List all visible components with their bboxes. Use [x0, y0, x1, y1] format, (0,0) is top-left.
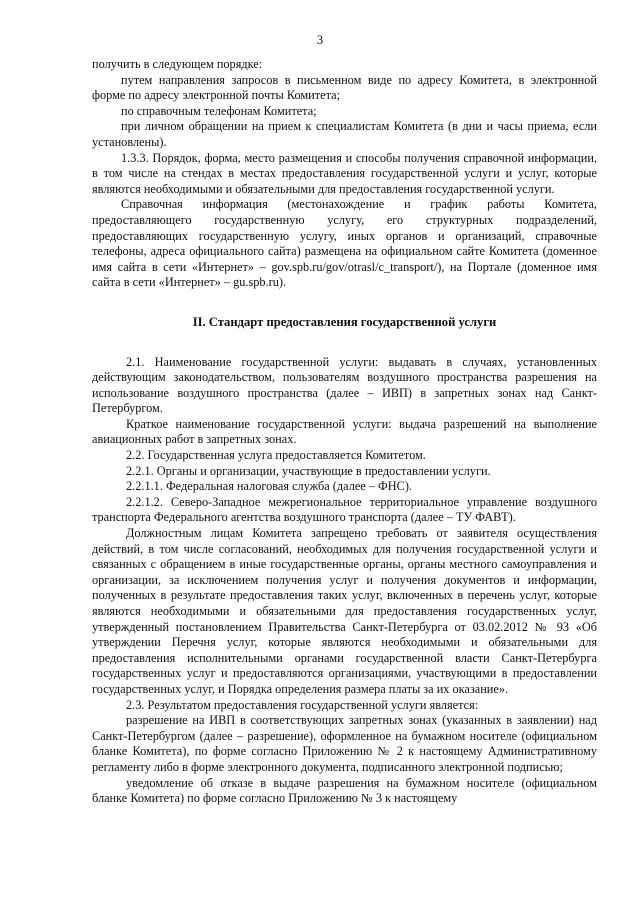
paragraph: 2.2. Государственная услуга предоставляется Комитетом.: [126, 448, 426, 463]
paragraph: 1.3.3. Порядок, форма, место размещения и способы получения справочной информации, в том числе на стендах в местах предоставления государственной услуги и услуг, которые являются необходимыми и обязательными для предоставления государственной услуги.: [92, 150, 597, 196]
document-body: [92, 57, 597, 807]
paragraph: 2.2.1. Органы и организации, участвующие в предоставлении услуги.: [126, 463, 491, 478]
paragraph: Справочная информация (местонахождение и график работы Комитета, предоставляющего государственную услугу, его структурных подразделений, предоставляющих государственную услугу, иных органов и организаций, справочные телефоны, адреса официального сайта) размещена на официальном сайте Комитета (доменное имя сайта в сети «Интернет» – gov.spb.ru/gov/otrasl/c_transport/), на Портале (доменное имя сайта в сети «Интернет» – gu.spb.ru).: [92, 197, 597, 290]
paragraph: 2.2.1.2. Северо-Западное межрегиональное территориальное управление воздушного транспорта Федерального агентства воздушного транспорта (далее – ТУ ФАВТ).: [92, 494, 597, 525]
paragraph: по справочным телефонам Комитета;: [121, 103, 317, 118]
paragraph: при личном обращении на прием к специалистам Комитета (в дни и часы приема, если установлены).: [92, 119, 597, 149]
section-2-text: [92, 355, 597, 807]
paragraph: Краткое наименование государственной услуги: выдача разрешений на выполнение авиационных работ в запретных зонах.: [92, 416, 597, 447]
paragraph: путем направления запросов в письменном виде по адресу Комитета, в электронной форме по адресу электронной почты Комитета;: [92, 72, 597, 103]
paragraph: получить в следующем порядке:: [92, 57, 263, 71]
paragraph: разрешение на ИВП в соответствующих запретных зонах (указанных в заявлении) над Санкт-Петербургом (далее – разрешение), оформленное на бумажном носителе (официальном бланке Комитета), по форме согласно Приложению № 2 к настоящему Административному регламенту либо в форме электронного документа, подписанного электронной подписью;: [92, 713, 597, 774]
paragraph: уведомление об отказе в выдаче разрешения на бумажном носителе (официальном бланке Комитета) по форме согласно Приложению № 3 к настоящему: [92, 775, 597, 806]
page-number: 3: [316, 33, 324, 47]
section-heading: II. Стандарт предоставления государственной услуги: [192, 314, 497, 329]
paragraph: Должностным лицам Комитета запрещено требовать от заявителя осуществления действий, в том числе согласований, необходимых для получения государственной услуги и связанных с обращением в иные государственные органы, органы местного самоуправления и организации, за исключением получения услуг и получения документов и информации, полученных в результате предоставления таких услуг, включенных в перечень услуг, которые являются необходимыми и обязательными для предоставления государственных услуг, утвержденный постановлением Правительства Санкт-Петербурга от 03.02.2012 № 93 «Об утверждении Перечня услуг, которые являются необходимыми и обязательными для предоставления исполнительными органами государственной власти Санкт-Петербурга государственных услуг и предоставляются организациями, участвующими в предоставлении государственных услуг, и Порядка определения размера платы за их оказание».: [92, 526, 597, 696]
paragraph: 2.1. Наименование государственной услуги: выдавать в случаях, установленных действующим законодательством, пользователям воздушного пространства разрешения на использование воздушного пространства (далее – ИВП) в запретных зонах над Санкт-Петербургом.: [92, 354, 597, 416]
paragraph: 2.3. Результатом предоставления государственной услуги является:: [126, 697, 479, 712]
paragraph: 2.2.1.1. Федеральная налоговая служба (далее – ФНС).: [126, 479, 413, 494]
section-1-text: [92, 57, 597, 291]
